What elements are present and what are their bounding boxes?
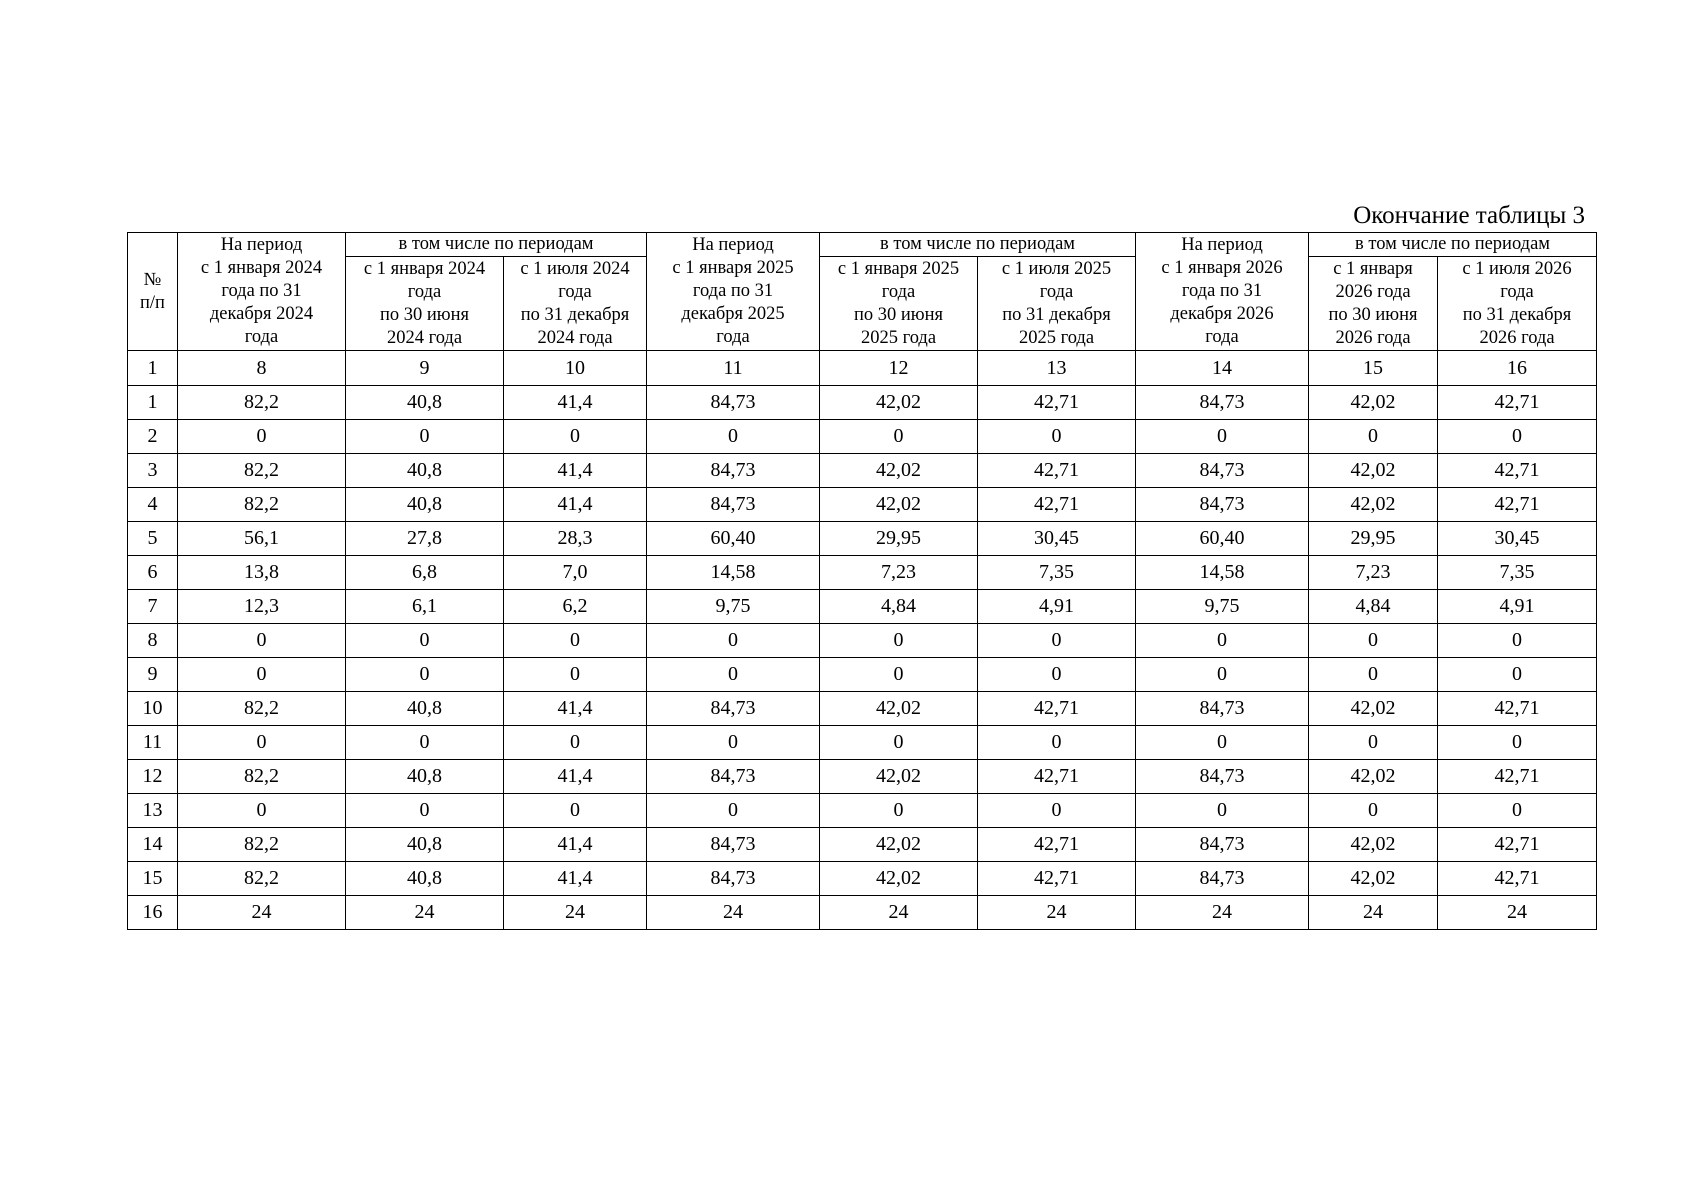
table-row xyxy=(128,624,1597,658)
table-cell: 9,75 xyxy=(647,590,820,624)
row-number-cell: 15 xyxy=(128,862,178,896)
table-cell: 42,71 xyxy=(1438,488,1597,522)
row-number-cell: 7 xyxy=(128,590,178,624)
table-cell: 82,2 xyxy=(178,488,346,522)
table-cell: 0 xyxy=(346,794,504,828)
table-row xyxy=(128,760,1597,794)
column-number-cell: 10 xyxy=(504,351,647,386)
table-cell: 0 xyxy=(346,624,504,658)
table-cell: 56,1 xyxy=(178,522,346,556)
table-cell: 0 xyxy=(820,658,978,692)
row-number-cell: 1 xyxy=(128,386,178,420)
column-number-cell: 13 xyxy=(978,351,1136,386)
table-cell: 0 xyxy=(978,794,1136,828)
table-cell: 7,35 xyxy=(1438,556,1597,590)
table-cell: 42,02 xyxy=(1309,454,1438,488)
table-row xyxy=(128,420,1597,454)
table-cell: 0 xyxy=(978,658,1136,692)
table-cell: 0 xyxy=(504,726,647,760)
table-cell: 0 xyxy=(647,420,820,454)
table-cell: 42,02 xyxy=(820,760,978,794)
column-number-cell: 9 xyxy=(346,351,504,386)
table-row xyxy=(128,692,1597,726)
table-cell: 42,02 xyxy=(1309,828,1438,862)
table-cell: 0 xyxy=(1438,420,1597,454)
row-number-cell: 6 xyxy=(128,556,178,590)
table-cell: 84,73 xyxy=(647,760,820,794)
table-cell: 0 xyxy=(1438,794,1597,828)
table-cell: 40,8 xyxy=(346,488,504,522)
table-cell: 7,23 xyxy=(820,556,978,590)
row-number-cell: 16 xyxy=(128,896,178,930)
table-cell: 41,4 xyxy=(504,386,647,420)
table-cell: 0 xyxy=(1309,794,1438,828)
table-cell: 0 xyxy=(647,658,820,692)
table-cell: 84,73 xyxy=(647,454,820,488)
table-cell: 84,73 xyxy=(647,828,820,862)
table-cell: 24 xyxy=(647,896,820,930)
table-cell: 42,71 xyxy=(1438,386,1597,420)
table-cell: 12,3 xyxy=(178,590,346,624)
table-cell: 0 xyxy=(1309,726,1438,760)
table-cell: 0 xyxy=(504,420,647,454)
header-h2-2026: с 1 июля 2026 года по 31 декабря 2026 года xyxy=(1438,257,1597,351)
table-cell: 0 xyxy=(647,624,820,658)
table-cell: 9,75 xyxy=(1136,590,1309,624)
header-period-2026: На период с 1 января 2026 года по 31 декабря 2026 года xyxy=(1136,233,1309,351)
table-cell: 30,45 xyxy=(1438,522,1597,556)
table-cell: 0 xyxy=(1136,420,1309,454)
row-number-cell: 14 xyxy=(128,828,178,862)
table-row xyxy=(128,896,1597,930)
table-cell: 0 xyxy=(1438,726,1597,760)
table-cell: 0 xyxy=(346,658,504,692)
table-cell: 40,8 xyxy=(346,386,504,420)
row-number-cell: 5 xyxy=(128,522,178,556)
table-cell: 42,02 xyxy=(820,454,978,488)
table-cell: 42,02 xyxy=(1309,692,1438,726)
table-cell: 84,73 xyxy=(647,386,820,420)
table-cell: 41,4 xyxy=(504,862,647,896)
table-cell: 40,8 xyxy=(346,760,504,794)
table-cell: 42,02 xyxy=(820,488,978,522)
table-cell: 42,02 xyxy=(820,862,978,896)
table-cell: 24 xyxy=(1438,896,1597,930)
table-row xyxy=(128,590,1597,624)
row-number-cell: 8 xyxy=(128,624,178,658)
table-cell: 0 xyxy=(1136,794,1309,828)
table-row xyxy=(128,726,1597,760)
table-cell: 24 xyxy=(178,896,346,930)
table-cell: 4,84 xyxy=(1309,590,1438,624)
header-h2-2025: с 1 июля 2025 года по 31 декабря 2025 года xyxy=(978,257,1136,351)
table-cell: 0 xyxy=(1136,658,1309,692)
table-cell: 0 xyxy=(504,658,647,692)
table-cell: 29,95 xyxy=(820,522,978,556)
table-cell: 0 xyxy=(178,794,346,828)
table-cell: 14,58 xyxy=(1136,556,1309,590)
table-cell: 0 xyxy=(1309,658,1438,692)
table-cell: 7,35 xyxy=(978,556,1136,590)
header-row-number: № п/п xyxy=(128,233,178,351)
table-cell: 40,8 xyxy=(346,454,504,488)
column-number-row xyxy=(128,351,1597,386)
table-cell: 42,71 xyxy=(978,862,1136,896)
table-cell: 4,91 xyxy=(978,590,1136,624)
row-number-cell: 9 xyxy=(128,658,178,692)
table-cell: 7,0 xyxy=(504,556,647,590)
table-cell: 27,8 xyxy=(346,522,504,556)
table-cell: 29,95 xyxy=(1309,522,1438,556)
table-cell: 0 xyxy=(1438,624,1597,658)
table-body xyxy=(128,351,1597,930)
table-cell: 0 xyxy=(820,726,978,760)
row-number-cell: 10 xyxy=(128,692,178,726)
header-h1-2025: с 1 января 2025 года по 30 июня 2025 года xyxy=(820,257,978,351)
table-cell: 41,4 xyxy=(504,760,647,794)
table-cell: 84,73 xyxy=(1136,828,1309,862)
table-cell: 0 xyxy=(346,726,504,760)
table-cell: 0 xyxy=(820,624,978,658)
table-cell: 0 xyxy=(1309,624,1438,658)
table-cell: 82,2 xyxy=(178,454,346,488)
table-cell: 42,71 xyxy=(978,386,1136,420)
table-row xyxy=(128,386,1597,420)
table-cell: 42,02 xyxy=(820,828,978,862)
header-h1-2024: с 1 января 2024 года по 30 июня 2024 года xyxy=(346,257,504,351)
row-number-cell: 2 xyxy=(128,420,178,454)
table-row xyxy=(128,862,1597,896)
table-cell: 84,73 xyxy=(647,692,820,726)
table-cell: 42,02 xyxy=(1309,386,1438,420)
table-cell: 84,73 xyxy=(1136,488,1309,522)
table-cell: 40,8 xyxy=(346,862,504,896)
table-cell: 84,73 xyxy=(1136,454,1309,488)
table-cell: 0 xyxy=(978,726,1136,760)
table-cell: 41,4 xyxy=(504,692,647,726)
table-cell: 6,8 xyxy=(346,556,504,590)
table-cell: 84,73 xyxy=(1136,386,1309,420)
table-cell: 42,71 xyxy=(1438,760,1597,794)
row-number-cell: 3 xyxy=(128,454,178,488)
table-cell: 42,71 xyxy=(1438,454,1597,488)
header-period-2025: На период с 1 января 2025 года по 31 декабря 2025 года xyxy=(647,233,820,351)
table-cell: 24 xyxy=(346,896,504,930)
table-row xyxy=(128,556,1597,590)
table-cell: 42,71 xyxy=(978,692,1136,726)
table-cell: 42,02 xyxy=(820,692,978,726)
table-cell: 42,71 xyxy=(978,454,1136,488)
table-cell: 0 xyxy=(647,794,820,828)
row-number-cell: 12 xyxy=(128,760,178,794)
table-cell: 24 xyxy=(1309,896,1438,930)
table-cell: 41,4 xyxy=(504,488,647,522)
column-number-cell: 14 xyxy=(1136,351,1309,386)
column-number-cell: 1 xyxy=(128,351,178,386)
table-cell: 42,02 xyxy=(1309,488,1438,522)
table-cell: 84,73 xyxy=(1136,862,1309,896)
table-cell: 42,02 xyxy=(1309,862,1438,896)
table-cell: 7,23 xyxy=(1309,556,1438,590)
table-cell: 42,71 xyxy=(1438,828,1597,862)
table-cell: 24 xyxy=(820,896,978,930)
table-row xyxy=(128,522,1597,556)
table-cell: 0 xyxy=(647,726,820,760)
table-cell: 41,4 xyxy=(504,828,647,862)
header-period-2024: На период с 1 января 2024 года по 31 декабря 2024 года xyxy=(178,233,346,351)
row-number-cell: 11 xyxy=(128,726,178,760)
table-cell: 0 xyxy=(178,726,346,760)
table-cell: 4,91 xyxy=(1438,590,1597,624)
table-cell: 0 xyxy=(178,624,346,658)
table-cell: 41,4 xyxy=(504,454,647,488)
table-cell: 42,02 xyxy=(820,386,978,420)
table-cell: 60,40 xyxy=(1136,522,1309,556)
table-cell: 42,02 xyxy=(1309,760,1438,794)
table-row xyxy=(128,828,1597,862)
table-cell: 84,73 xyxy=(1136,692,1309,726)
table-cell: 0 xyxy=(820,794,978,828)
column-number-cell: 11 xyxy=(647,351,820,386)
table-cell: 0 xyxy=(346,420,504,454)
table-cell: 84,73 xyxy=(1136,760,1309,794)
table-cell: 42,71 xyxy=(978,828,1136,862)
header-h1-2026: с 1 января 2026 года по 30 июня 2026 года xyxy=(1309,257,1438,351)
table-cell: 42,71 xyxy=(978,760,1136,794)
table-cell: 0 xyxy=(504,794,647,828)
table-row xyxy=(128,794,1597,828)
table-cell: 30,45 xyxy=(978,522,1136,556)
table-cell: 24 xyxy=(1136,896,1309,930)
table-cell: 28,3 xyxy=(504,522,647,556)
row-number-cell: 4 xyxy=(128,488,178,522)
column-number-cell: 16 xyxy=(1438,351,1597,386)
table-cell: 82,2 xyxy=(178,760,346,794)
table-cell: 82,2 xyxy=(178,862,346,896)
table-cell: 4,84 xyxy=(820,590,978,624)
table-cell: 0 xyxy=(1309,420,1438,454)
table-cell: 42,71 xyxy=(978,488,1136,522)
table-cell: 82,2 xyxy=(178,386,346,420)
table-row xyxy=(128,488,1597,522)
table-cell: 42,71 xyxy=(1438,692,1597,726)
header-including-2025: в том числе по периодам xyxy=(820,233,1136,257)
table-cell: 0 xyxy=(1136,624,1309,658)
table-cell: 40,8 xyxy=(346,828,504,862)
table-cell: 0 xyxy=(178,658,346,692)
table-cell: 6,1 xyxy=(346,590,504,624)
table-cell: 0 xyxy=(1136,726,1309,760)
table-cell: 0 xyxy=(1438,658,1597,692)
data-table xyxy=(127,232,1597,930)
table-cell: 60,40 xyxy=(647,522,820,556)
header-including-2026: в том числе по периодам xyxy=(1309,233,1597,257)
table-cell: 0 xyxy=(978,420,1136,454)
row-number-cell: 13 xyxy=(128,794,178,828)
table-cell: 40,8 xyxy=(346,692,504,726)
column-number-cell: 8 xyxy=(178,351,346,386)
table-row xyxy=(128,658,1597,692)
column-number-cell: 12 xyxy=(820,351,978,386)
table-cell: 14,58 xyxy=(647,556,820,590)
table-cell: 0 xyxy=(820,420,978,454)
table-cell: 24 xyxy=(504,896,647,930)
header-including-2024: в том числе по периодам xyxy=(346,233,647,257)
table-row xyxy=(128,454,1597,488)
table-cell: 0 xyxy=(504,624,647,658)
table-cell: 82,2 xyxy=(178,692,346,726)
table-cell: 0 xyxy=(978,624,1136,658)
table-cell: 84,73 xyxy=(647,488,820,522)
table-cell: 42,71 xyxy=(1438,862,1597,896)
table-cell: 84,73 xyxy=(647,862,820,896)
table-cell: 82,2 xyxy=(178,828,346,862)
column-number-cell: 15 xyxy=(1309,351,1438,386)
table-cell: 13,8 xyxy=(178,556,346,590)
table-cell: 6,2 xyxy=(504,590,647,624)
table-caption: Окончание таблицы 3 xyxy=(1353,202,1585,229)
header-h2-2024: с 1 июля 2024 года по 31 декабря 2024 года xyxy=(504,257,647,351)
table-cell: 0 xyxy=(178,420,346,454)
table-cell: 24 xyxy=(978,896,1136,930)
